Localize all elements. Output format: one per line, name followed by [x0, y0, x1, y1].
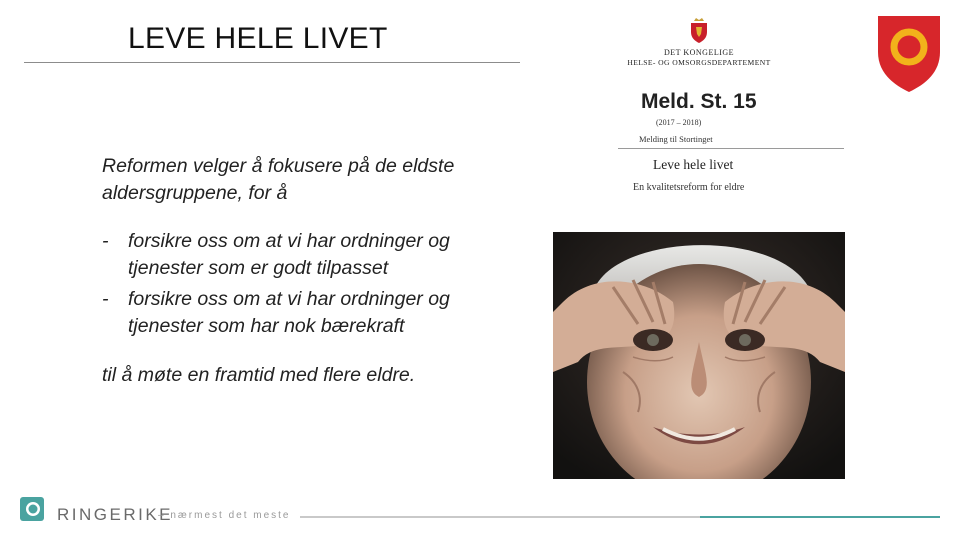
- bullet-text: forsikre oss om at vi har ordninger og tjenester som er godt tilpasset: [128, 230, 450, 279]
- closing-paragraph: til å møte en framtid med flere eldre.: [102, 364, 416, 386]
- bullet-marker: -: [102, 288, 109, 310]
- title-divider: [24, 62, 520, 63]
- department-name-line1: DET KONGELIGE: [663, 48, 735, 57]
- report-cover: [612, 14, 852, 204]
- document-years: (2017 – 2018): [656, 118, 702, 127]
- elderly-woman-photo: [553, 232, 845, 479]
- slide-title: LEVE HELE LIVET: [128, 22, 388, 55]
- report-tagline: En kvalitetsreform for eldre: [633, 182, 745, 193]
- intro-paragraph: Reformen velger å fokusere på de eldste aldersgruppene, for å: [102, 155, 455, 204]
- footer-divider-teal: [700, 516, 940, 518]
- bullet-item-2: [102, 286, 482, 340]
- norwegian-coat-of-arms-icon: [688, 18, 710, 44]
- document-number: Meld. St. 15: [641, 90, 757, 113]
- cover-divider: [618, 148, 844, 149]
- photo-illustration: [553, 232, 845, 479]
- footer-tagline: – nærmest det meste: [158, 510, 291, 521]
- document-subtitle: Melding til Stortinget: [639, 134, 713, 144]
- ringerike-logo-icon: [20, 497, 44, 521]
- ringerike-shield-icon: [876, 14, 942, 94]
- bullet-item-1: [102, 228, 482, 282]
- department-name-line2: HELSE- OG OMSORGSDEPARTEMENT: [627, 58, 771, 67]
- bullet-marker: -: [102, 230, 109, 252]
- report-title: Leve hele livet: [653, 157, 734, 172]
- footer-divider-grey: [300, 516, 700, 518]
- bullet-text: forsikre oss om at vi har ordninger og tjenester som har nok bærekraft: [128, 288, 450, 337]
- footer-organization-name: RINGERIKE: [57, 505, 174, 524]
